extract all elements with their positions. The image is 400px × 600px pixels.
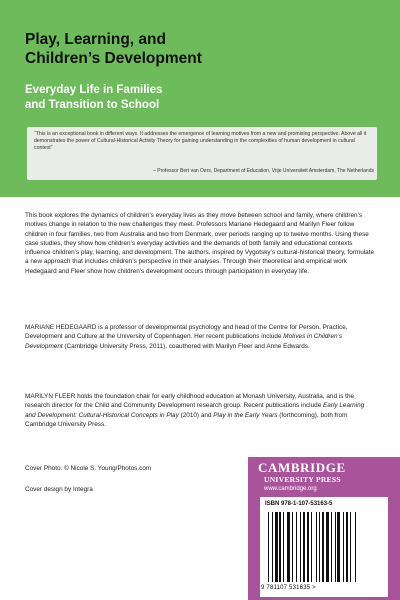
barcode-stripe [335, 512, 336, 582]
barcode-stripe [272, 512, 273, 582]
barcode-stripe [311, 512, 312, 582]
bio-text: MARIANE HEDEGAARD is a professor of developmental psychology and head of the Centre for Person, Practice, Development and Culture at the University of Copenhagen. Her recent publications include [25, 324, 348, 341]
bio-text: (2010) and [178, 411, 214, 419]
publisher-website: www.cambridge.org [264, 486, 317, 492]
endorsement-quote: “This is an exceptional book in different ways. It addresses the emergence of learning motives from a new and promising perspective. Above all it demonstrates the power of Cultural-Historical Activity Theory for gaining understanding in the complexities of human development in cultural context” [34, 131, 367, 152]
barcode-stripe [355, 512, 356, 582]
book-subtitle-line-1: Everyday Life in Families [25, 84, 163, 96]
barcode-icon [268, 512, 380, 582]
barcode-stripe [346, 512, 348, 582]
publisher-press: UNIVERSITY PRESS [264, 475, 341, 484]
barcode-stripe [283, 512, 284, 582]
cover-photo-credit: Cover Photo: © Nicole S. Young/Photos.com [25, 465, 152, 472]
book-subtitle [25, 83, 385, 113]
author-bio-hedegaard [25, 323, 375, 351]
bio-book-title: Motives in Children’s Development [25, 333, 343, 350]
barcode-stripe [322, 512, 324, 582]
author-bio-fleer [25, 392, 375, 429]
bio-text: (forthcoming), both from Cambridge University Press. [25, 411, 348, 428]
barcode-stripe [316, 512, 317, 582]
barcode-stripe [296, 512, 297, 582]
barcode-stripe [350, 512, 351, 582]
bio-book-title: Play in the Early Years [213, 411, 278, 419]
cover-design-credit: Cover design by Integra [25, 486, 93, 493]
bio-text: (Cambridge University Press, 2011), coauthored with Marilyn Fleer and Anne Edwards. [62, 342, 310, 350]
bio-text: MARILYN FLEER holds the foundation chair for early childhood education at Monash University, Australia, and is the research director for the Child and Community Development research group. Recent publications include [25, 393, 355, 410]
barcode-stripe [307, 512, 309, 582]
barcode-stripe [337, 512, 340, 582]
bio-book-title: Early Learning and Development: Cultural-Historical Concepts in Play [25, 402, 365, 419]
book-description: This book explores the dynamics of children’s everyday lives as they move between school and family, where children’s motives change in relation to the new challenges they meet. Professors Mariane Hedegaard and Marilyn Fleer follow children in four families, two from Australia and two from Denmark, over periods ranging up to twelve months. Using these case studies, they show how children’s everyday activities and the demands of both family and educational contexts influence children’s play, learning, and development. The authors, inspired by Vygotsky’s cultural-historical theory, formulate a new approach that includes children’s perspective in their analyses. Through their theoretical and empirical work Hedegaard and Fleer show how children’s development occurs through participation in everyday life. [25, 212, 375, 275]
barcode-stripe [292, 512, 293, 582]
barcode-digits: 9 781107 531635 > [261, 585, 316, 591]
barcode-stripe [326, 512, 329, 582]
barcode-stripe [300, 512, 301, 582]
barcode-stripe [287, 512, 290, 582]
book-subtitle-line-2: and Transition to School [25, 99, 160, 111]
barcode-stripe [279, 512, 281, 582]
barcode-stripe [275, 512, 278, 582]
barcode-stripe [319, 512, 320, 582]
barcode-stripe [343, 512, 344, 582]
barcode-stripe [303, 512, 305, 582]
book-title-line-1: Play, Learning, and [25, 31, 166, 48]
publisher-name: CAMBRIDGE [258, 460, 346, 475]
book-title-line-2: Children’s Development [25, 50, 202, 67]
isbn-label: ISBN 978-1-107-53163-5 [265, 501, 333, 507]
barcode-stripe [331, 512, 332, 582]
book-title [25, 30, 385, 68]
barcode-stripe [268, 512, 269, 582]
endorsement-attribution: – Professor Bert van Oers, Department of Education, Vrije Universiteit Amsterdam, The Netherlands [153, 168, 374, 174]
